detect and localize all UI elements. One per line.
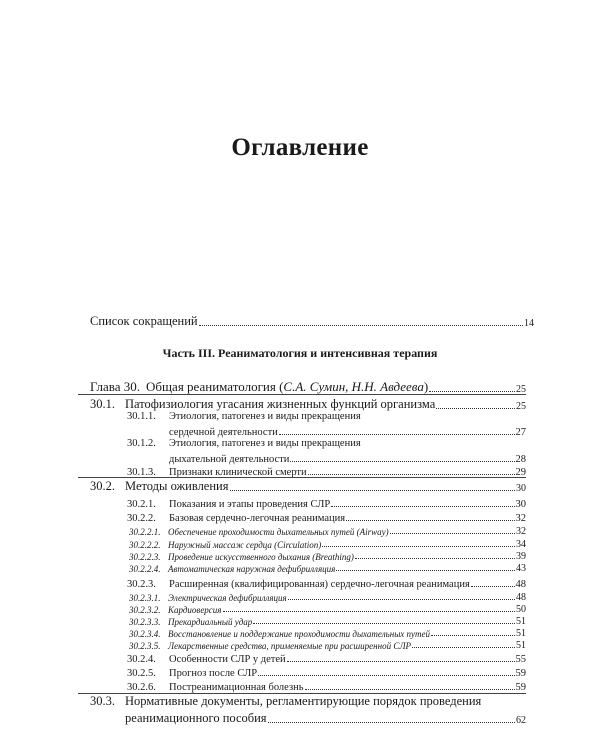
- toc-entry-text: Этиология, патогенез и виды прекращения: [169, 438, 361, 449]
- dot-leader: [336, 570, 515, 571]
- toc-entry[interactable]: [127, 462, 526, 478]
- toc-entry-page: 43: [516, 563, 526, 574]
- toc-entry-text: Расширенная (квалифицированная) сердечно-легочная реанимация: [169, 579, 470, 590]
- toc-entry-text: Прекардиальный удар: [168, 617, 253, 627]
- toc-entry-number: 30.1.1.: [127, 411, 156, 422]
- toc-entry-page: 48: [516, 592, 526, 603]
- toc-entry-text: Особенности СЛР у детей: [169, 654, 286, 665]
- chapter-close: ): [423, 379, 429, 394]
- toc-entry-number: 30.2.3.1.: [129, 593, 161, 603]
- toc-entry-page: 51: [516, 628, 526, 639]
- toc-entry-page: 62: [516, 715, 526, 726]
- toc-entry-number: 30.2.2.4.: [129, 564, 161, 574]
- toc-entry[interactable]: [127, 411, 526, 438]
- toc-entry-text: Наружный массаж сердца (Circulation): [168, 540, 322, 550]
- toc-entry-text: Автоматическая наружная дефибрилляция: [168, 564, 336, 574]
- toc-entry-number: 30.2.2.2.: [129, 540, 161, 550]
- toc-entry-number: 30.2.3.2.: [129, 605, 161, 615]
- chapter-prefix: Глава 30.: [90, 379, 141, 394]
- toc-entry-page: 25: [516, 384, 526, 395]
- dot-leader: [331, 506, 514, 507]
- toc-entry-page: 48: [515, 579, 526, 590]
- toc-entry-number: 30.2.2.1.: [129, 527, 161, 537]
- page-title: Оглавление: [231, 134, 369, 161]
- toc-entry[interactable]: [129, 558, 526, 574]
- dot-leader: [287, 661, 515, 662]
- toc-entry-number: 30.2.3.5.: [129, 641, 161, 651]
- toc-entry-page: 14: [524, 318, 534, 329]
- toc-entry-page: 30: [516, 483, 526, 494]
- toc-entry-number: 30.1.3.: [127, 467, 156, 478]
- toc-entry-text-continued: дыхательной деятельности: [169, 454, 290, 465]
- dot-leader: [279, 434, 515, 435]
- divider: [78, 394, 526, 395]
- dot-leader: [268, 722, 515, 723]
- toc-entry-text-continued: реанимационного пособия: [125, 711, 267, 725]
- toc-entry-number: 30.3.: [90, 694, 115, 708]
- toc-entry-text: Список сокращений: [90, 314, 198, 328]
- toc-entry-text: Обеспечение проходимости дыхательных путей (Airway): [168, 527, 389, 537]
- toc-entry-text: Проведение искусственного дыхания (Breathing): [168, 552, 354, 562]
- toc-entry-number: 30.2.3.: [127, 579, 156, 590]
- dot-leader: [429, 391, 515, 392]
- toc-entry[interactable]: [90, 396, 526, 412]
- toc-entry-page: 51: [516, 640, 526, 651]
- toc-entry-page: 39: [516, 551, 526, 562]
- toc-entry-text: Восстановление и поддержание проходимости дыхательных путей: [168, 629, 431, 639]
- toc-entry-number: 30.1.: [90, 397, 115, 411]
- dot-leader: [436, 408, 515, 409]
- toc-entry-abbreviations[interactable]: [90, 313, 534, 329]
- toc-entry-text: Лекарственные средства, применяемые при расширенной СЛР: [168, 641, 412, 651]
- toc-entry-page: 27: [515, 427, 526, 438]
- toc-entry-number: 30.2.4.: [127, 654, 156, 665]
- toc-entry-text: Признаки клинической смерти: [169, 467, 307, 478]
- toc-entry-text: Методы оживления: [125, 479, 229, 493]
- toc-entry-page: 30: [515, 499, 526, 510]
- toc-entry[interactable]: [90, 694, 526, 726]
- toc-entry-page: 59: [515, 682, 526, 693]
- toc-entry-text: Постреанимационная болезнь: [169, 682, 304, 693]
- toc-entry-number: 30.2.2.3.: [129, 552, 161, 562]
- toc-entry-number: 30.1.2.: [127, 438, 156, 449]
- toc-entry-number: 30.2.2.: [127, 513, 156, 524]
- chapter-authors: С.А. Сумин, Н.Н. Авдеева: [283, 379, 424, 394]
- toc-entry-number: 30.2.3.3.: [129, 617, 161, 627]
- toc-entry-page: 55: [515, 654, 526, 665]
- toc-entry-number: 30.2.: [90, 479, 115, 493]
- toc-entry-page: 32: [516, 526, 526, 537]
- toc-entry-chapter[interactable]: [90, 379, 526, 395]
- toc-entry-number: 30.2.5.: [127, 668, 156, 679]
- toc-entry-text: Патофизиология угасания жизненных функций организма: [125, 397, 436, 411]
- toc-entry-page: 34: [516, 539, 526, 550]
- dot-leader: [258, 675, 514, 676]
- toc-entry-number: 30.2.3.4.: [129, 629, 161, 639]
- toc-entry-page: 50: [516, 604, 526, 615]
- toc-entry-text: Показания и этапы проведения СЛР: [169, 499, 331, 510]
- toc-entry-page: 29: [515, 467, 526, 478]
- toc-entry-text: Этиология, патогенез и виды прекращения: [169, 411, 361, 422]
- toc-entry-text: Нормативные документы, регламентирующие порядок проведения: [125, 694, 482, 708]
- toc-entry-page: 59: [515, 668, 526, 679]
- dot-leader: [308, 474, 515, 475]
- chapter-title: Общая реаниматология (: [146, 379, 284, 394]
- part-heading: Часть III. Реаниматология и интенсивная терапия: [162, 346, 438, 360]
- toc-entry-text: Прогноз после СЛР: [169, 668, 258, 679]
- toc-entry-page: 32: [515, 513, 526, 524]
- toc-entry-number: 30.2.6.: [127, 682, 156, 693]
- toc-entry[interactable]: [90, 478, 526, 494]
- toc-entry-page: 28: [515, 454, 526, 465]
- dot-leader: [305, 689, 515, 690]
- toc-entry[interactable]: [127, 677, 526, 693]
- dot-leader: [230, 490, 516, 491]
- toc-entry-page: 25: [516, 401, 526, 412]
- toc-entry-page: 51: [516, 616, 526, 627]
- toc-entry-text: Кардиоверсия: [168, 605, 222, 615]
- toc-entry-text-continued: сердечной деятельности: [169, 427, 278, 438]
- dot-leader: [199, 325, 523, 326]
- toc-entry-number: 30.2.1.: [127, 499, 156, 510]
- toc-entry[interactable]: [127, 438, 526, 465]
- toc-entry-text: Базовая сердечно-легочная реанимация: [169, 513, 346, 524]
- dot-leader: [412, 647, 515, 648]
- toc-entry-text: Электрическая дефибрилляция: [168, 593, 287, 603]
